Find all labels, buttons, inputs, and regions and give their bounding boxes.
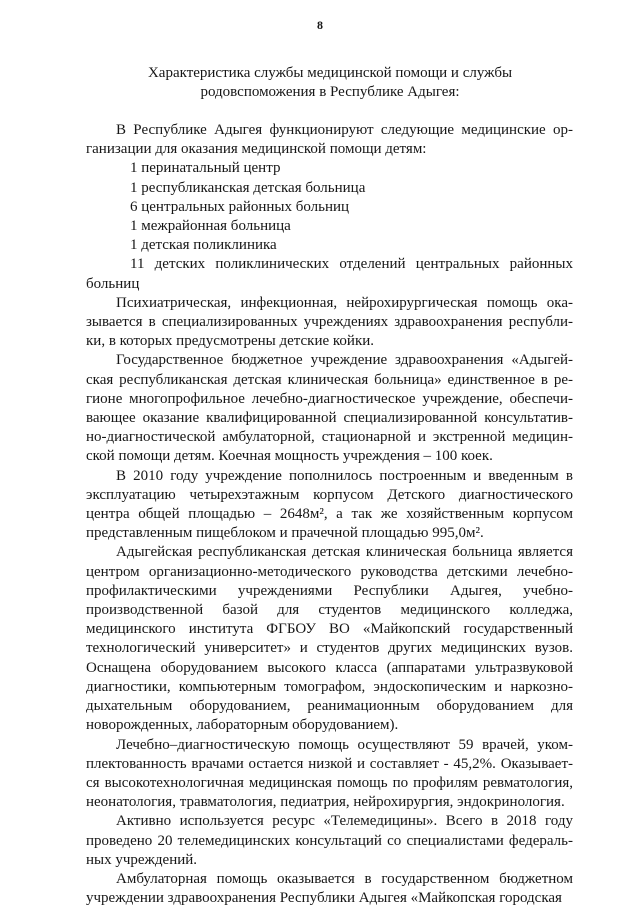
facility-last-line-2: больниц (86, 275, 140, 292)
facility-item: 1 перинатальный центр (130, 160, 281, 177)
section-title (120, 64, 540, 102)
document-body (86, 121, 573, 908)
paragraph-hospital-role: Адыгейская республиканская детская клиническая больница является центром организационно-методического руководства детскими лечебно-профилактическими учреждениями Республики Адыгея, учебно-производственной базой для студентов медицинского колледжа, медицинского института ФГБОУ ВО «Майкопский государственный технологический университет» и студентов других медицинских вузов. Оснащена оборудованием высокого класса (аппаратами ультразвуковой диагностики, компьютерным томографом, эндоскопическим и наркозно-дыхательным оборудованием, реанимационным оборудованием для новорожденных, лабораторным оборудованием). (86, 544, 573, 734)
facility-item: 1 республиканская детская больница (130, 179, 366, 196)
section-title-line-2: родовспоможения в Республике Адыгея: (200, 84, 460, 100)
intro-paragraph: В Республике Адыгея функционируют следующие медицинские ор-ганизации для оказания медицинской помощи детям: (86, 122, 573, 158)
paragraph-children-hospital: Государственное бюджетное учреждение здравоохранения «Адыгей-ская республиканская детская клиническая больница» единственное в ре-гионе многопрофильное лечебно-диагностическое учреждение, обеспечи-вающее оказание квалифицированной специализированной консультатив-но-диагностической амбулаторной, стационарной и экстренной медицин-ской помощи детям. Коечная мощность учреждения – 100 коек. (86, 352, 573, 465)
facility-item: 6 центральных районных больниц (130, 198, 350, 215)
section-title-line-1: Характеристика службы медицинской помощи и службы (147, 65, 513, 81)
facility-item: 1 детская поликлиника (130, 237, 277, 254)
facility-item: 1 межрайонная больница (130, 218, 291, 235)
facility-last-line-1: 11 детских поликлинических отделений центральных районных (130, 256, 573, 273)
page-number: 8 (317, 18, 323, 32)
facility-item-last (86, 255, 573, 293)
paragraph-telemedicine: Активно используется ресурс «Телемедицины». Всего в 2018 году проведено 20 телемедицинских консультаций со специалистами федераль-ных учреждений. (86, 813, 573, 868)
paragraph-specialized-care: Психиатрическая, инфекционная, нейрохирургическая помощь ока-зывается в специализированных учреждениях здравоохранения республи-ки, в которых предусмотрены детские койки. (86, 294, 573, 350)
paragraph-doctors: Лечебно–диагностическую помощь осуществляют 59 врачей, уком-плектованность врачами остается низкой и составляет - 45,2%. Оказывает-ся высокотехнологичная медицинская помощь по профилям ревматология, неонатология, травматология, педиатрия, нейрохирургия, эндокринология. (86, 736, 573, 811)
paragraph-ambulatory: Амбулаторная помощь оказывается в государственном бюджетном учреждении здравоохранения Республики Адыгея «Майкопская городская (86, 870, 573, 907)
paragraph-diagnostic-center: В 2010 году учреждение пополнилось построенным и введенным в эксплуатацию четырехэтажным корпусом Детского диагностического центра общей площадью – 2648м², а так же хозяйственным корпусом представленным пищеблоком и прачечной площадью 995,0м². (86, 467, 573, 542)
